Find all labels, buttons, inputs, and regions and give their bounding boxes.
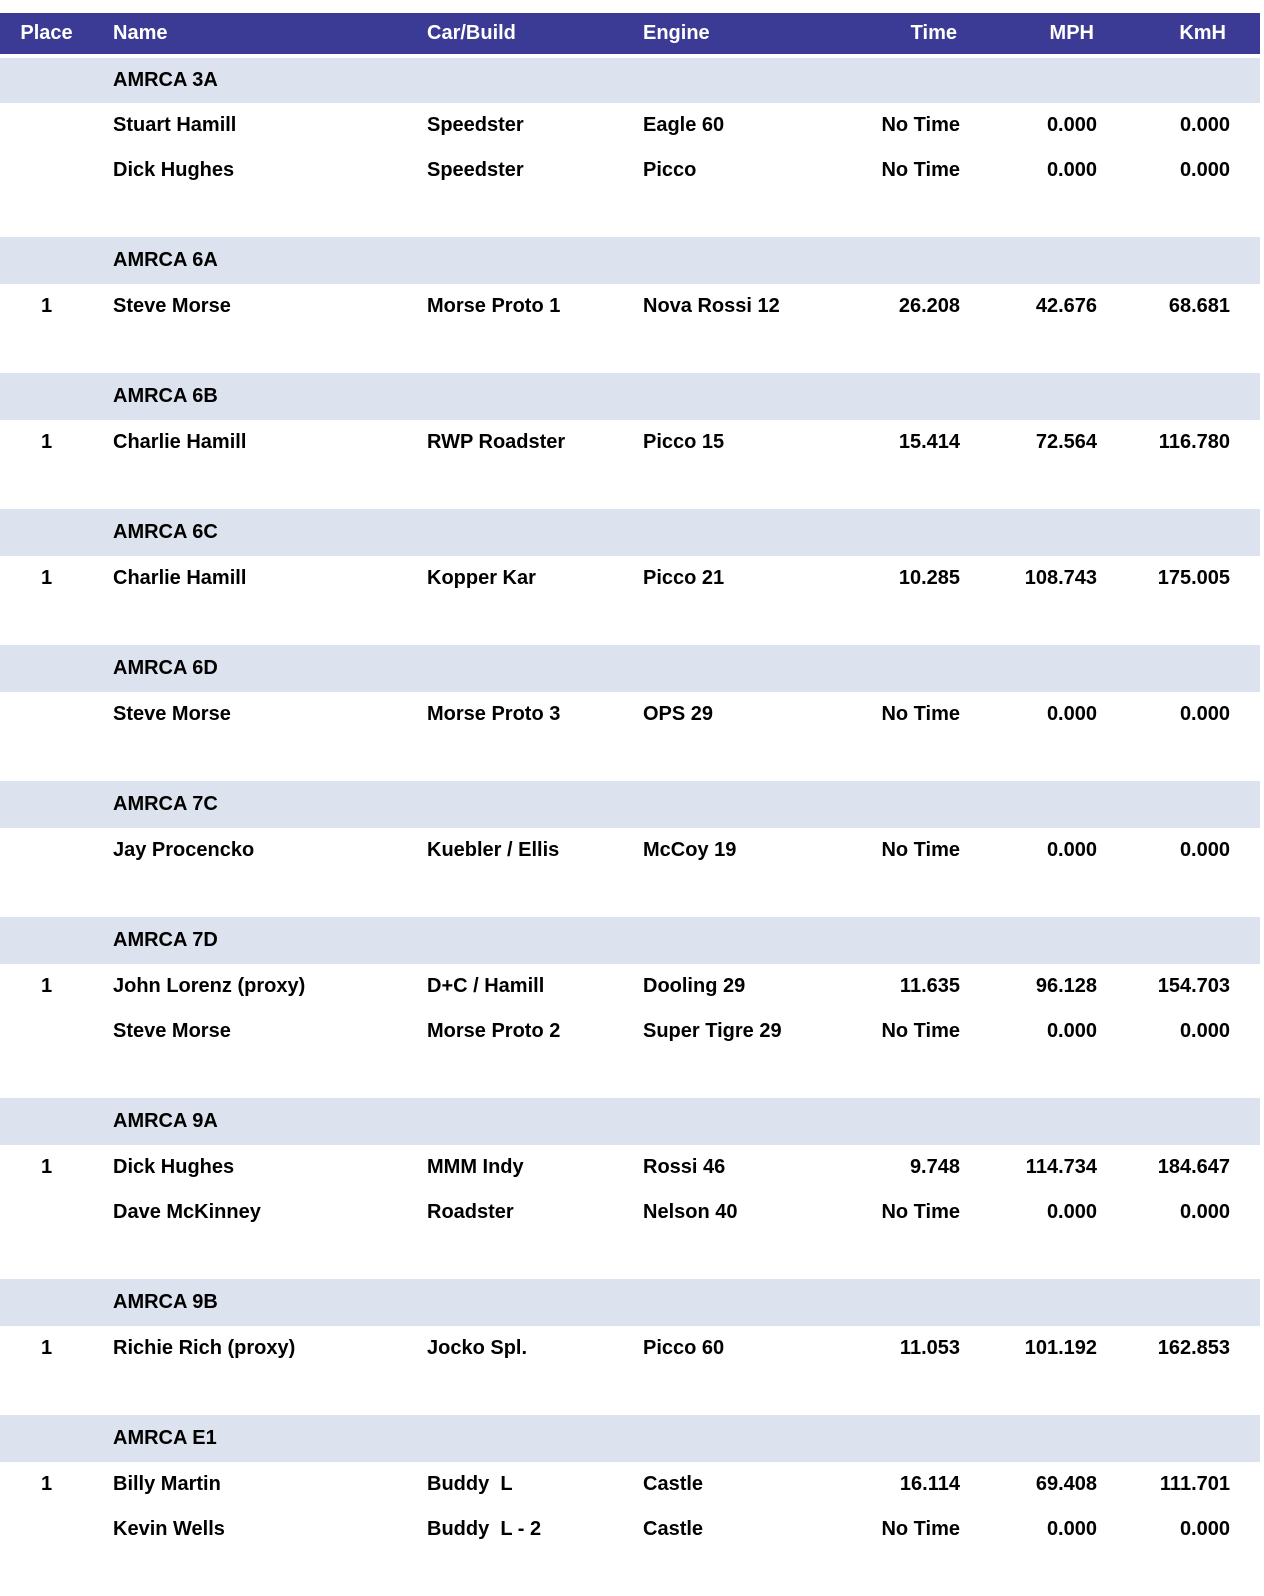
cell-car-build: Morse Proto 2 xyxy=(427,1020,561,1042)
section-spacer-row xyxy=(0,601,1260,645)
cell-time: 16.114 xyxy=(899,1473,960,1495)
cell-time: No Time xyxy=(881,839,960,861)
cell-name: Billy Martin xyxy=(113,1473,221,1495)
cell-name: John Lorenz (proxy) xyxy=(113,975,306,997)
class-section-title: AMRCA 6D xyxy=(0,645,1260,692)
class-section-header-row xyxy=(0,917,1260,964)
section-spacer-row xyxy=(0,1235,1260,1279)
cell-time: 9.748 xyxy=(909,1156,960,1178)
cell-time: 11.635 xyxy=(899,975,960,997)
cell-car-build: Kopper Kar xyxy=(427,567,536,589)
cell-mph: 69.408 xyxy=(1035,1473,1097,1495)
cell-place xyxy=(0,828,93,873)
cell-kmh: 184.647 xyxy=(1157,1156,1230,1178)
cell-car-build: MMM Indy xyxy=(427,1156,524,1178)
cell-engine: Picco 60 xyxy=(643,1337,725,1359)
cell-name: Kevin Wells xyxy=(113,1518,225,1540)
cell-place xyxy=(0,692,93,737)
cell-engine: Nelson 40 xyxy=(643,1201,738,1223)
cell-time: No Time xyxy=(881,1020,960,1042)
cell-mph: 0.000 xyxy=(1046,114,1097,136)
cell-engine: Picco xyxy=(643,159,697,181)
cell-mph: 96.128 xyxy=(1035,975,1097,997)
cell-kmh: 0.000 xyxy=(1179,1518,1230,1540)
cell-mph: 108.743 xyxy=(1024,567,1097,589)
cell-kmh: 68.681 xyxy=(1168,295,1230,317)
cell-name: Charlie Hamill xyxy=(113,567,247,589)
section-spacer-row xyxy=(0,1552,1260,1596)
cell-time: No Time xyxy=(881,114,960,136)
cell-time: 26.208 xyxy=(898,295,960,317)
class-section-title: AMRCA 3A xyxy=(0,56,1260,103)
cell-engine: Eagle 60 xyxy=(643,114,725,136)
cell-place xyxy=(0,103,93,148)
cell-place: 1 xyxy=(40,1473,53,1495)
cell-engine: Picco 15 xyxy=(643,431,725,453)
cell-place: 1 xyxy=(40,431,53,453)
cell-mph: 0.000 xyxy=(1046,703,1097,725)
section-spacer-row xyxy=(0,1054,1260,1098)
column-header-name: Name xyxy=(93,13,407,56)
cell-time: 11.053 xyxy=(899,1337,960,1359)
class-section-title: AMRCA 7C xyxy=(0,781,1260,828)
class-section-header-row xyxy=(0,1098,1260,1145)
cell-kmh: 116.780 xyxy=(1158,431,1230,453)
cell-engine: OPS 29 xyxy=(643,703,714,725)
result-row xyxy=(0,1507,1260,1552)
cell-name: Richie Rich (proxy) xyxy=(113,1337,296,1359)
cell-name: Stuart Hamill xyxy=(113,114,237,136)
cell-time: 15.414 xyxy=(898,431,960,453)
cell-name: Dick Hughes xyxy=(113,1156,235,1178)
column-header-kmh: KmH xyxy=(1097,13,1260,56)
cell-car-build: Speedster xyxy=(427,159,524,181)
cell-time: No Time xyxy=(881,1518,960,1540)
cell-kmh: 0.000 xyxy=(1179,114,1230,136)
result-row xyxy=(0,284,1260,329)
cell-mph: 0.000 xyxy=(1046,839,1097,861)
cell-car-build: Jocko Spl. xyxy=(427,1337,528,1359)
cell-place: 1 xyxy=(40,975,53,997)
cell-mph: 72.564 xyxy=(1035,431,1097,453)
cell-place: 1 xyxy=(40,1156,53,1178)
class-section-header-row xyxy=(0,509,1260,556)
section-spacer-row xyxy=(0,329,1260,373)
result-row xyxy=(0,1326,1260,1371)
section-spacer-row xyxy=(0,873,1260,917)
column-header-mph: MPH xyxy=(960,13,1097,56)
result-row xyxy=(0,103,1260,148)
cell-engine: Super Tigre 29 xyxy=(643,1020,782,1042)
result-row xyxy=(0,964,1260,1009)
cell-kmh: 0.000 xyxy=(1179,159,1230,181)
cell-engine: Castle xyxy=(643,1518,704,1540)
cell-kmh: 0.000 xyxy=(1179,1020,1230,1042)
section-spacer-row xyxy=(0,1371,1260,1415)
cell-name: Steve Morse xyxy=(113,295,231,317)
class-section-header-row xyxy=(0,1279,1260,1326)
cell-mph: 101.192 xyxy=(1024,1337,1097,1359)
cell-kmh: 154.703 xyxy=(1157,975,1230,997)
cell-mph: 42.676 xyxy=(1035,295,1097,317)
cell-mph: 0.000 xyxy=(1046,1201,1097,1223)
class-section-header-row xyxy=(0,781,1260,828)
class-section-title: AMRCA 7D xyxy=(0,917,1260,964)
cell-name: Jay Procencko xyxy=(113,839,255,861)
class-section-header-row xyxy=(0,56,1260,103)
class-section-title: AMRCA 6A xyxy=(0,237,1260,284)
cell-car-build: Speedster xyxy=(427,114,524,136)
column-header-engine: Engine xyxy=(623,13,843,56)
cell-car-build: Morse Proto 3 xyxy=(427,703,561,725)
cell-car-build: Roadster xyxy=(427,1201,514,1223)
class-section-title: AMRCA 9B xyxy=(0,1279,1260,1326)
class-section-header-row xyxy=(0,1415,1260,1462)
cell-place xyxy=(0,1190,93,1235)
class-section-title: AMRCA 9A xyxy=(0,1098,1260,1145)
result-row xyxy=(0,1190,1260,1235)
cell-kmh: 111.701 xyxy=(1159,1473,1230,1495)
section-spacer-row xyxy=(0,193,1260,237)
cell-engine: Dooling 29 xyxy=(643,975,746,997)
cell-place: 1 xyxy=(40,567,53,589)
column-header-car-build: Car/Build xyxy=(407,13,623,56)
cell-place: 1 xyxy=(40,295,53,317)
column-header-time: Time xyxy=(843,13,960,56)
cell-mph: 114.734 xyxy=(1025,1156,1097,1178)
cell-mph: 0.000 xyxy=(1046,1518,1097,1540)
section-spacer-row xyxy=(0,465,1260,509)
result-row xyxy=(0,828,1260,873)
class-section-title: AMRCA 6B xyxy=(0,373,1260,420)
section-spacer-row xyxy=(0,737,1260,781)
cell-kmh: 0.000 xyxy=(1179,839,1230,861)
cell-kmh: 175.005 xyxy=(1157,567,1230,589)
cell-place xyxy=(0,1009,93,1054)
cell-kmh: 0.000 xyxy=(1179,703,1230,725)
cell-engine: Castle xyxy=(643,1473,704,1495)
class-section-title: AMRCA E1 xyxy=(0,1415,1260,1462)
result-row xyxy=(0,1009,1260,1054)
cell-name: Charlie Hamill xyxy=(113,431,247,453)
cell-engine: Picco 21 xyxy=(643,567,725,589)
cell-car-build: Kuebler / Ellis xyxy=(427,839,560,861)
cell-place xyxy=(0,148,93,193)
result-row xyxy=(0,1462,1260,1507)
cell-name: Steve Morse xyxy=(113,1020,231,1042)
class-section-header-row xyxy=(0,373,1260,420)
cell-time: No Time xyxy=(881,1201,960,1223)
cell-engine: McCoy 19 xyxy=(643,839,737,861)
result-row xyxy=(0,420,1260,465)
cell-name: Dick Hughes xyxy=(113,159,235,181)
result-row xyxy=(0,556,1260,601)
cell-engine: Rossi 46 xyxy=(643,1156,726,1178)
cell-time: 10.285 xyxy=(898,567,960,589)
result-row xyxy=(0,692,1260,737)
race-results-table xyxy=(0,13,1260,1596)
cell-mph: 0.000 xyxy=(1046,1020,1097,1042)
cell-car-build: Buddy L - 2 xyxy=(427,1518,542,1540)
cell-place xyxy=(0,1507,93,1552)
cell-engine: Nova Rossi 12 xyxy=(643,295,780,317)
cell-place: 1 xyxy=(40,1337,53,1359)
cell-mph: 0.000 xyxy=(1046,159,1097,181)
cell-kmh: 0.000 xyxy=(1179,1201,1230,1223)
result-row xyxy=(0,148,1260,193)
cell-car-build: Buddy L xyxy=(427,1473,513,1495)
table-header-row xyxy=(0,13,1260,56)
cell-name: Steve Morse xyxy=(113,703,231,725)
cell-car-build: Morse Proto 1 xyxy=(427,295,561,317)
cell-car-build: D+C / Hamill xyxy=(427,975,545,997)
cell-time: No Time xyxy=(881,159,960,181)
result-row xyxy=(0,1145,1260,1190)
cell-time: No Time xyxy=(881,703,960,725)
class-section-header-row xyxy=(0,645,1260,692)
class-section-header-row xyxy=(0,237,1260,284)
cell-kmh: 162.853 xyxy=(1157,1337,1230,1359)
cell-name: Dave McKinney xyxy=(113,1201,261,1223)
column-header-place: Place xyxy=(0,13,93,56)
class-section-title: AMRCA 6C xyxy=(0,509,1260,556)
cell-car-build: RWP Roadster xyxy=(427,431,566,453)
